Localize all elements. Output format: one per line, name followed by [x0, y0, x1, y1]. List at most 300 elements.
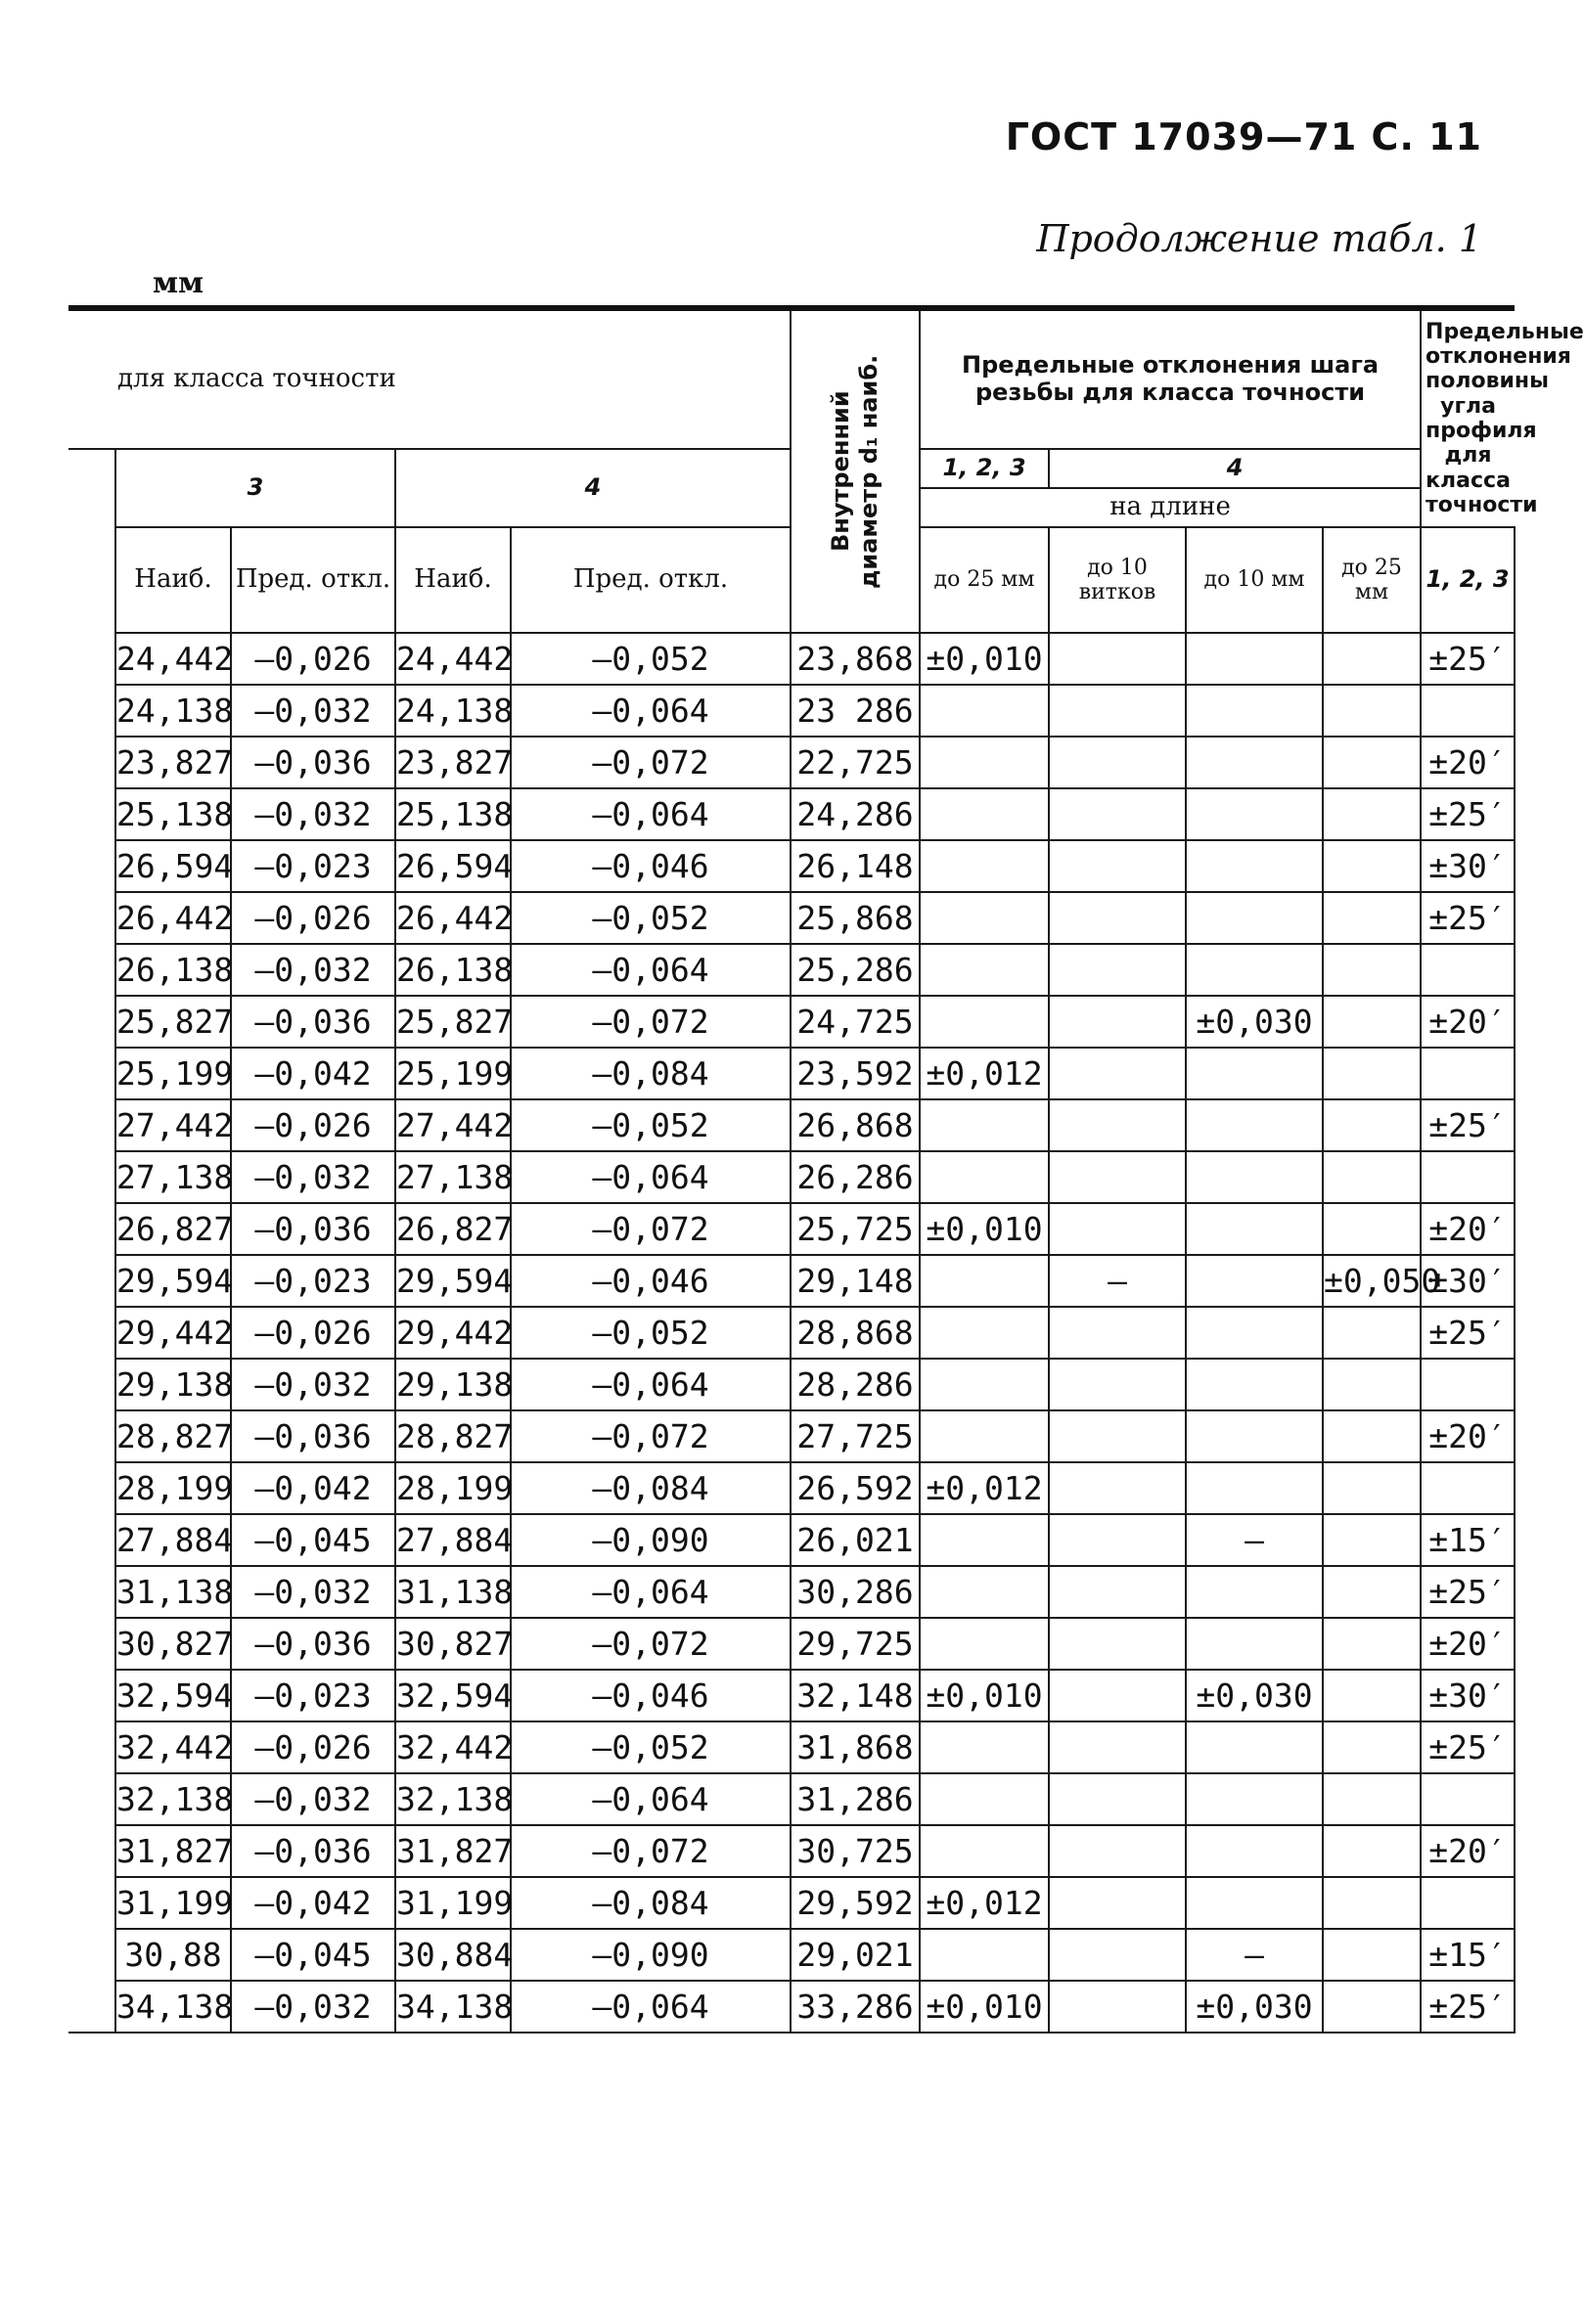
- pitch123-cell: [920, 1151, 1049, 1203]
- inner-diam-cell: 29,021: [791, 1929, 920, 1981]
- pitch123-cell: ±0,010: [920, 1981, 1049, 2033]
- naib3-cell: 27,884: [115, 1514, 231, 1566]
- pitch123-cell: [920, 1514, 1049, 1566]
- angle123-cell: ±15′: [1421, 1929, 1515, 1981]
- left-margin: [68, 449, 115, 633]
- row-margin: [68, 685, 115, 737]
- pred3-cell: —0,032: [231, 788, 395, 840]
- pred3-cell: —0,042: [231, 1877, 395, 1929]
- pred4-cell: —0,064: [511, 685, 791, 737]
- pred3-cell: —0,026: [231, 1099, 395, 1151]
- pitch-turns-cell: [1049, 1203, 1186, 1255]
- table-row: [68, 737, 1515, 788]
- pitch10mm-cell: [1186, 840, 1323, 892]
- angle123-cell: ±20′: [1421, 1618, 1515, 1670]
- pitch10mm-cell: [1186, 1203, 1323, 1255]
- pred4-cell: —0,064: [511, 788, 791, 840]
- pitch10mm-cell: [1186, 685, 1323, 737]
- angle123-cell: [1421, 1151, 1515, 1203]
- naib4-cell: 32,138: [395, 1773, 511, 1825]
- naib4-header: Наиб.: [395, 527, 511, 633]
- angle123-cell: ±20′: [1421, 1825, 1515, 1877]
- naib4-cell: 26,138: [395, 944, 511, 996]
- unit-label: мм: [153, 266, 204, 300]
- upto10mm-header: до 10 мм: [1186, 527, 1323, 633]
- angle123-cell: ±15′: [1421, 1514, 1515, 1566]
- pred3-cell: —0,036: [231, 996, 395, 1048]
- pitch-turns-cell: [1049, 1618, 1186, 1670]
- naib3-cell: 24,138: [115, 685, 231, 737]
- pitch123-cell: ±0,012: [920, 1462, 1049, 1514]
- pitch-turns-cell: [1049, 685, 1186, 737]
- inner-diam-cell: 29,148: [791, 1255, 920, 1307]
- table-row: [68, 1151, 1515, 1203]
- pitch10mm-cell: [1186, 788, 1323, 840]
- pitch25mm-cell: [1323, 1618, 1421, 1670]
- row-margin: [68, 1151, 115, 1203]
- inner-diam-cell: 25,725: [791, 1203, 920, 1255]
- table-row: [68, 685, 1515, 737]
- pred4-cell: —0,064: [511, 1151, 791, 1203]
- row-margin: [68, 1410, 115, 1462]
- angle123-cell: [1421, 944, 1515, 996]
- naib3-cell: 26,442: [115, 892, 231, 944]
- angle123-cell: ±30′: [1421, 1670, 1515, 1721]
- pitch10mm-cell: ±0,030: [1186, 1670, 1323, 1721]
- naib4-cell: 23,827: [395, 737, 511, 788]
- pred3-cell: —0,036: [231, 1825, 395, 1877]
- pitch-turns-cell: [1049, 1462, 1186, 1514]
- angle123-cell: [1421, 685, 1515, 737]
- inner-diam-cell: 23,868: [791, 633, 920, 685]
- pitch123-cell: [920, 685, 1049, 737]
- pred4-cell: —0,064: [511, 1566, 791, 1618]
- angle123-cell: ±25′: [1421, 1721, 1515, 1773]
- pitch123-cell: [920, 1721, 1049, 1773]
- pred4-cell: —0,052: [511, 1099, 791, 1151]
- pred3-cell: —0,023: [231, 840, 395, 892]
- naib3-header: Наиб.: [115, 527, 231, 633]
- pred4-cell: —0,046: [511, 840, 791, 892]
- continuation-label: Продолжение табл. 1: [1036, 217, 1482, 260]
- naib3-cell: 24,442: [115, 633, 231, 685]
- table-row: [68, 1670, 1515, 1721]
- pitch10mm-cell: [1186, 1048, 1323, 1099]
- inner-diam-cell: 28,286: [791, 1359, 920, 1410]
- inner-diam-cell: 24,286: [791, 788, 920, 840]
- row-margin: [68, 633, 115, 685]
- pitch25mm-cell: [1323, 1514, 1421, 1566]
- pitch25mm-cell: [1323, 685, 1421, 737]
- naib4-cell: 32,594: [395, 1670, 511, 1721]
- pitch10mm-cell: [1186, 1307, 1323, 1359]
- pred3-cell: —0,032: [231, 685, 395, 737]
- naib4-cell: 27,442: [395, 1099, 511, 1151]
- pred3-cell: —0,036: [231, 1410, 395, 1462]
- row-margin: [68, 1877, 115, 1929]
- angle123-cell: ±20′: [1421, 737, 1515, 788]
- naib4-cell: 31,138: [395, 1566, 511, 1618]
- pitch123-cell: [920, 1307, 1049, 1359]
- naib4-cell: 31,827: [395, 1825, 511, 1877]
- pitch25mm-cell: [1323, 1151, 1421, 1203]
- pitch10mm-cell: ±0,030: [1186, 996, 1323, 1048]
- pred4-cell: —0,090: [511, 1929, 791, 1981]
- row-margin: [68, 1048, 115, 1099]
- row-margin: [68, 1255, 115, 1307]
- pred4-cell: —0,046: [511, 1255, 791, 1307]
- pitch-turns-cell: [1049, 633, 1186, 685]
- pitch25mm-cell: [1323, 1825, 1421, 1877]
- angle123-cell: [1421, 1462, 1515, 1514]
- pitch-turns-cell: [1049, 944, 1186, 996]
- pitch25mm-cell: [1323, 1048, 1421, 1099]
- naib4-cell: 24,442: [395, 633, 511, 685]
- angle123-cell: ±30′: [1421, 1255, 1515, 1307]
- table-row: [68, 1359, 1515, 1410]
- naib3-cell: 30,827: [115, 1618, 231, 1670]
- angle123-cell: ±25′: [1421, 633, 1515, 685]
- pitch25mm-cell: [1323, 1099, 1421, 1151]
- pred4-cell: —0,064: [511, 944, 791, 996]
- naib3-cell: 26,138: [115, 944, 231, 996]
- pitch123-cell: [920, 892, 1049, 944]
- row-margin: [68, 840, 115, 892]
- naib3-cell: 29,442: [115, 1307, 231, 1359]
- pred3-cell: —0,032: [231, 1359, 395, 1410]
- pred3-cell: —0,032: [231, 1981, 395, 2033]
- pitch10mm-cell: [1186, 1410, 1323, 1462]
- pitch123-cell: [920, 1410, 1049, 1462]
- pitch-turns-cell: [1049, 1410, 1186, 1462]
- row-margin: [68, 1203, 115, 1255]
- pitch123-cell: [920, 996, 1049, 1048]
- angle123-cell: ±25′: [1421, 1981, 1515, 2033]
- pitch-turns-cell: [1049, 737, 1186, 788]
- pitch-turns-cell: —: [1049, 1255, 1186, 1307]
- table-row: [68, 788, 1515, 840]
- pred3-cell: —0,026: [231, 633, 395, 685]
- pitch123-cell: ±0,010: [920, 1203, 1049, 1255]
- pitch25mm-cell: [1323, 1359, 1421, 1410]
- naib4-cell: 25,827: [395, 996, 511, 1048]
- angle123-cell: [1421, 1359, 1515, 1410]
- row-margin: [68, 944, 115, 996]
- pitch10mm-cell: [1186, 1462, 1323, 1514]
- angle123-cell: ±25′: [1421, 892, 1515, 944]
- pitch-turns-cell: [1049, 1825, 1186, 1877]
- pred3-cell: —0,023: [231, 1255, 395, 1307]
- angle123-cell: [1421, 1048, 1515, 1099]
- pred4-cell: —0,084: [511, 1462, 791, 1514]
- naib3-cell: 31,827: [115, 1825, 231, 1877]
- pred4-cell: —0,084: [511, 1877, 791, 1929]
- pitch10mm-cell: [1186, 892, 1323, 944]
- pitch-cls123-header: 1, 2, 3: [920, 449, 1049, 488]
- naib4-cell: 26,442: [395, 892, 511, 944]
- row-margin: [68, 1462, 115, 1514]
- inner-diameter-label: Внутренний диаметр d₁ наиб.: [827, 354, 883, 589]
- pred3-cell: —0,023: [231, 1670, 395, 1721]
- table-row: [68, 944, 1515, 996]
- pitch-turns-cell: [1049, 1048, 1186, 1099]
- pitch25mm-cell: [1323, 1462, 1421, 1514]
- pitch25mm-cell: ±0,050: [1323, 1255, 1421, 1307]
- pitch-turns-cell: [1049, 1566, 1186, 1618]
- table-row: [68, 1877, 1515, 1929]
- naib3-cell: 25,138: [115, 788, 231, 840]
- pred3-cell: —0,032: [231, 1773, 395, 1825]
- naib3-cell: 34,138: [115, 1981, 231, 2033]
- pitch10mm-cell: —: [1186, 1929, 1323, 1981]
- naib3-cell: 29,594: [115, 1255, 231, 1307]
- pitch-turns-cell: [1049, 1151, 1186, 1203]
- row-margin: [68, 1566, 115, 1618]
- naib4-cell: 29,138: [395, 1359, 511, 1410]
- pitch-turns-cell: [1049, 1773, 1186, 1825]
- pitch10mm-cell: [1186, 1099, 1323, 1151]
- pitch10mm-cell: [1186, 1825, 1323, 1877]
- table-row: [68, 1203, 1515, 1255]
- inner-diam-cell: 26,148: [791, 840, 920, 892]
- pitch-turns-cell: [1049, 1099, 1186, 1151]
- class3-header: 3: [115, 449, 395, 527]
- pred3-cell: —0,026: [231, 1721, 395, 1773]
- pred3-cell: —0,036: [231, 1203, 395, 1255]
- pitch-turns-cell: [1049, 1877, 1186, 1929]
- table-row: [68, 1618, 1515, 1670]
- pitch-turns-cell: [1049, 1359, 1186, 1410]
- pitch25mm-cell: [1323, 1203, 1421, 1255]
- naib4-cell: 29,594: [395, 1255, 511, 1307]
- naib3-cell: 25,827: [115, 996, 231, 1048]
- pitch25mm-cell: [1323, 1773, 1421, 1825]
- pred4-cell: —0,046: [511, 1670, 791, 1721]
- inner-diam-cell: 30,286: [791, 1566, 920, 1618]
- pitch10mm-cell: [1186, 1773, 1323, 1825]
- table-row: [68, 1048, 1515, 1099]
- pitch-turns-cell: [1049, 1307, 1186, 1359]
- table-row: [68, 1721, 1515, 1773]
- pitch123-cell: ±0,010: [920, 1670, 1049, 1721]
- row-margin: [68, 788, 115, 840]
- angle-cls123-header: 1, 2, 3: [1421, 527, 1515, 633]
- pred4-cell: —0,052: [511, 1721, 791, 1773]
- naib3-cell: 31,138: [115, 1566, 231, 1618]
- pitch25mm-cell: [1323, 892, 1421, 944]
- inner-diameter-header: [791, 308, 920, 633]
- pitch25mm-cell: [1323, 1566, 1421, 1618]
- pred3-cell: —0,045: [231, 1514, 395, 1566]
- row-margin: [68, 996, 115, 1048]
- row-margin: [68, 1721, 115, 1773]
- pred4-cell: —0,090: [511, 1514, 791, 1566]
- naib3-cell: 27,138: [115, 1151, 231, 1203]
- pred3-cell: —0,042: [231, 1462, 395, 1514]
- upto25mm-header: до 25 мм: [920, 527, 1049, 633]
- pred4-cell: —0,072: [511, 1203, 791, 1255]
- angle123-cell: ±25′: [1421, 1566, 1515, 1618]
- table-row: [68, 1462, 1515, 1514]
- naib3-cell: 28,827: [115, 1410, 231, 1462]
- table-row: [68, 1981, 1515, 2033]
- naib4-cell: 24,138: [395, 685, 511, 737]
- inner-diam-cell: 23,592: [791, 1048, 920, 1099]
- pitch25mm-cell: [1323, 1670, 1421, 1721]
- table-row: [68, 1929, 1515, 1981]
- pitch-turns-cell: [1049, 788, 1186, 840]
- pitch25mm-cell: [1323, 737, 1421, 788]
- naib3-cell: 32,594: [115, 1670, 231, 1721]
- naib3-cell: 25,199: [115, 1048, 231, 1099]
- upto25mm-b-header: до 25 мм: [1323, 527, 1421, 633]
- pitch-turns-cell: [1049, 840, 1186, 892]
- pred4-cell: —0,072: [511, 737, 791, 788]
- pred4-cell: —0,052: [511, 892, 791, 944]
- pitch-turns-cell: [1049, 1514, 1186, 1566]
- angle123-cell: ±25′: [1421, 788, 1515, 840]
- inner-diam-cell: 29,725: [791, 1618, 920, 1670]
- angle123-cell: ±30′: [1421, 840, 1515, 892]
- naib3-cell: 32,138: [115, 1773, 231, 1825]
- naib4-cell: 25,138: [395, 788, 511, 840]
- pitch10mm-cell: [1186, 1721, 1323, 1773]
- pitch-turns-cell: [1049, 892, 1186, 944]
- pitch10mm-cell: [1186, 1255, 1323, 1307]
- naib4-cell: 26,827: [395, 1203, 511, 1255]
- pitch-turns-cell: [1049, 996, 1186, 1048]
- row-margin: [68, 892, 115, 944]
- pitch10mm-cell: [1186, 633, 1323, 685]
- pred3-cell: —0,036: [231, 1618, 395, 1670]
- naib4-cell: 25,199: [395, 1048, 511, 1099]
- pitch-turns-cell: [1049, 1721, 1186, 1773]
- pitch123-cell: [920, 1825, 1049, 1877]
- pred4-cell: —0,052: [511, 1307, 791, 1359]
- inner-diam-cell: 26,286: [791, 1151, 920, 1203]
- pitch123-cell: ±0,012: [920, 1048, 1049, 1099]
- inner-diam-cell: 32,148: [791, 1670, 920, 1721]
- table-row: [68, 1773, 1515, 1825]
- pitch25mm-cell: [1323, 1307, 1421, 1359]
- table-row: [68, 1566, 1515, 1618]
- pitch25mm-cell: [1323, 1721, 1421, 1773]
- row-margin: [68, 737, 115, 788]
- inner-diam-cell: 33,286: [791, 1981, 920, 2033]
- pitch25mm-cell: [1323, 788, 1421, 840]
- inner-diam-cell: 26,868: [791, 1099, 920, 1151]
- inner-diam-cell: 31,286: [791, 1773, 920, 1825]
- naib4-cell: 34,138: [395, 1981, 511, 2033]
- angle123-cell: ±20′: [1421, 1410, 1515, 1462]
- inner-diam-cell: 31,868: [791, 1721, 920, 1773]
- naib3-cell: 28,199: [115, 1462, 231, 1514]
- pitch10mm-cell: ±0,030: [1186, 1981, 1323, 2033]
- at-length-header: на длине: [920, 488, 1421, 527]
- naib4-cell: 27,884: [395, 1514, 511, 1566]
- pitch123-cell: [920, 1929, 1049, 1981]
- inner-diam-cell: 29,592: [791, 1877, 920, 1929]
- pred3-cell: —0,026: [231, 892, 395, 944]
- pitch25mm-cell: [1323, 840, 1421, 892]
- upto10turns-header: до 10 витков: [1049, 527, 1186, 633]
- angle123-cell: [1421, 1773, 1515, 1825]
- row-margin: [68, 1773, 115, 1825]
- row-margin: [68, 1514, 115, 1566]
- table-row: [68, 1307, 1515, 1359]
- pred4-cell: —0,064: [511, 1981, 791, 2033]
- pred4-cell: —0,072: [511, 996, 791, 1048]
- row-margin: [68, 1981, 115, 2033]
- pitch10mm-cell: [1186, 1618, 1323, 1670]
- naib3-cell: 26,594: [115, 840, 231, 892]
- pitch123-cell: [920, 1099, 1049, 1151]
- angle123-cell: ±20′: [1421, 1203, 1515, 1255]
- naib4-cell: 32,442: [395, 1721, 511, 1773]
- naib4-cell: 27,138: [395, 1151, 511, 1203]
- naib4-cell: 28,827: [395, 1410, 511, 1462]
- pred4-header: Пред. откл.: [511, 527, 791, 633]
- row-margin: [68, 1359, 115, 1410]
- pred3-cell: —0,026: [231, 1307, 395, 1359]
- pitch123-cell: [920, 737, 1049, 788]
- pitch10mm-cell: [1186, 944, 1323, 996]
- pitch123-cell: [920, 1618, 1049, 1670]
- pitch25mm-cell: [1323, 1981, 1421, 2033]
- naib4-cell: 28,199: [395, 1462, 511, 1514]
- pred3-cell: —0,032: [231, 944, 395, 996]
- angle123-cell: ±20′: [1421, 996, 1515, 1048]
- naib4-cell: 30,827: [395, 1618, 511, 1670]
- pitch123-cell: [920, 788, 1049, 840]
- thread-tolerance-table: [68, 305, 1584, 2034]
- row-margin: [68, 1099, 115, 1151]
- pred4-cell: —0,072: [511, 1618, 791, 1670]
- pitch25mm-cell: [1323, 1929, 1421, 1981]
- inner-diam-cell: 27,725: [791, 1410, 920, 1462]
- pred3-cell: —0,032: [231, 1151, 395, 1203]
- pitch-turns-cell: [1049, 1670, 1186, 1721]
- pitch25mm-cell: [1323, 944, 1421, 996]
- table-row: [68, 1514, 1515, 1566]
- pred4-cell: —0,052: [511, 633, 791, 685]
- table-row: [68, 633, 1515, 685]
- group-accuracy-header: для класса точности: [68, 308, 791, 449]
- pitch25mm-cell: [1323, 633, 1421, 685]
- inner-diam-cell: 24,725: [791, 996, 920, 1048]
- naib3-cell: 23,827: [115, 737, 231, 788]
- angle123-cell: ±25′: [1421, 1099, 1515, 1151]
- class4-header: 4: [395, 449, 791, 527]
- naib3-cell: 31,199: [115, 1877, 231, 1929]
- inner-diam-cell: 26,592: [791, 1462, 920, 1514]
- inner-diam-cell: 25,286: [791, 944, 920, 996]
- naib4-cell: 30,884: [395, 1929, 511, 1981]
- table-row: [68, 996, 1515, 1048]
- pitch123-cell: [920, 1359, 1049, 1410]
- pitch-turns-cell: [1049, 1981, 1186, 2033]
- table-row: [68, 1099, 1515, 1151]
- table-row: [68, 892, 1515, 944]
- table-row: [68, 1410, 1515, 1462]
- pitch-cls4-header: 4: [1049, 449, 1421, 488]
- pitch123-cell: ±0,012: [920, 1877, 1049, 1929]
- naib4-cell: 26,594: [395, 840, 511, 892]
- row-margin: [68, 1307, 115, 1359]
- table-row: [68, 1825, 1515, 1877]
- pitch123-cell: [920, 840, 1049, 892]
- row-margin: [68, 1929, 115, 1981]
